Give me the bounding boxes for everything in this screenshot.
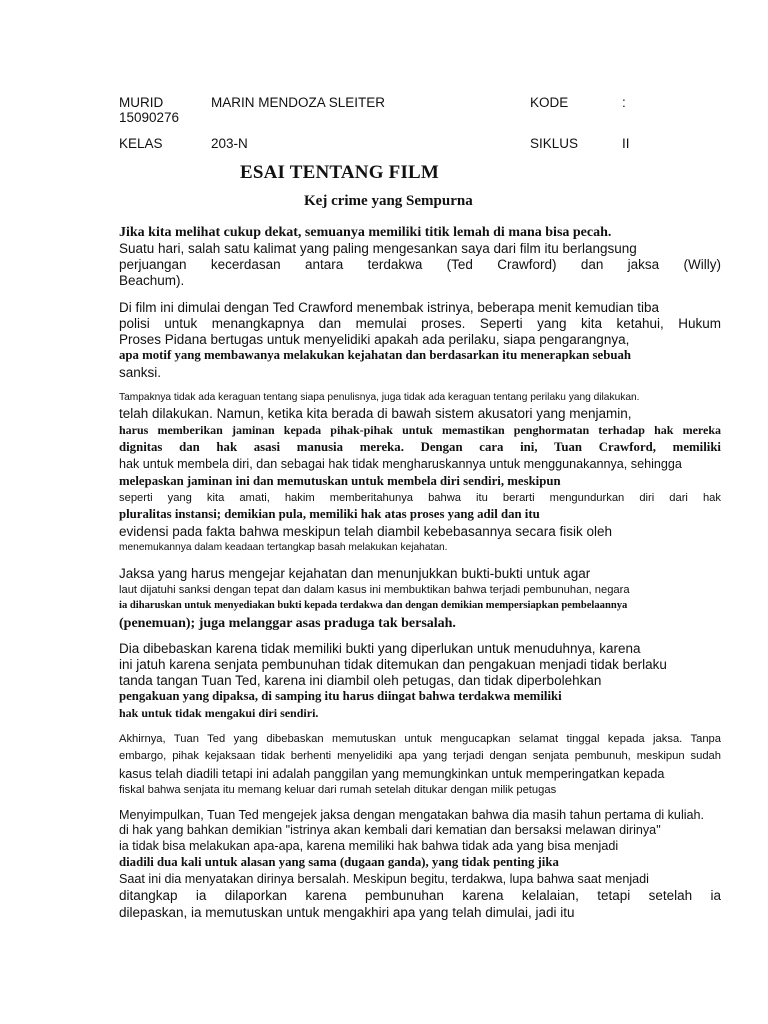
paragraph-1 bbox=[119, 225, 721, 289]
paragraph-line: hak untuk membela diri, dan sebagai hak tidak mengharuskannya untuk menggunakannya, sehingga bbox=[119, 457, 682, 471]
paragraph-line: ia tidak bisa melakukan apa-apa, karena memiliki hak bahwa tidak ada yang bisa menjadi bbox=[119, 839, 619, 853]
paragraph-line: fiskal bahwa senjata itu memang keluar dari rumah setelah ditukar dengan milik petugas bbox=[119, 784, 557, 796]
paragraph-3 bbox=[119, 391, 721, 554]
paragraph-line: di hak yang bahkan demikian "istrinya akan kembali dari kematian dan bersaksi melawan dirinya" bbox=[119, 823, 661, 837]
paragraph-line: seperti yang kita amati, hakim memberitahunya bahwa itu berarti mengundurkan diri dari hak bbox=[119, 492, 721, 504]
paragraph-5 bbox=[119, 641, 721, 721]
paragraph-line: laut dijatuhi sanksi dengan tepat dan dalam kasus ini membuktikan bahwa terjadi pembunuhan, negara bbox=[119, 584, 630, 596]
paragraph-2 bbox=[119, 300, 721, 381]
siklus-value: II bbox=[622, 136, 630, 151]
paragraph-line: Tampaknya tidak ada keraguan tentang siapa penulisnya, juga tidak ada keraguan tentang perilaku yang dilakukan. bbox=[119, 392, 640, 403]
kode-label: KODE bbox=[530, 95, 569, 110]
paragraph-7 bbox=[119, 808, 721, 921]
paragraph-line: Suatu hari, salah satu kalimat yang paling mengesankan saya dari film itu berlangsung bbox=[119, 241, 637, 256]
paragraph-line: ini jatuh karena senjata pembunuhan tidak ditemukan dan pengakuan menjadi tidak berlaku bbox=[119, 657, 667, 672]
paragraph-line: ditangkap ia dilaporkan karena pembunuhan karena kelalaian, tetapi setelah ia bbox=[119, 888, 721, 903]
document-subtitle: Kej crime yang Sempurna bbox=[304, 193, 473, 209]
paragraph-line: embargo, pihak kejaksaan tidak berhenti menyelidiki apa yang terjadi dengan senjata pembunuh, meskipun sudah bbox=[119, 750, 721, 762]
paragraph-line: pengakuan yang dipaksa, di samping itu harus diingat bahwa terdakwa memiliki bbox=[119, 689, 562, 703]
paragraph-line: diadili dua kali untuk alasan yang sama (dugaan ganda), yang tidak penting jika bbox=[119, 855, 559, 869]
paragraph-line: (penemuan); juga melanggar asas praduga tak bersalah. bbox=[119, 616, 456, 631]
paragraph-line: menemukannya dalam keadaan tertangkap basah melakukan kejahatan. bbox=[119, 542, 448, 553]
paragraph-line: tanda tangan Tuan Ted, karena ini diambil oleh petugas, dan tidak diperbolehkan bbox=[119, 673, 602, 688]
paragraph-4 bbox=[119, 566, 721, 632]
paragraph-line: harus memberikan jaminan kepada pihak-pihak untuk memastikan penghormatan terhadap hak mereka bbox=[119, 423, 721, 437]
paragraph-line: sanksi. bbox=[119, 365, 162, 380]
kelas-value: 203-N bbox=[211, 136, 248, 151]
paragraph-line: melepaskan jaminan ini dan memutuskan untuk membela diri sendiri, meskipun bbox=[119, 474, 561, 488]
paragraph-line: dilepaskan, ia memutuskan untuk mengakhiri apa yang telah dimulai, jadi itu bbox=[119, 905, 575, 920]
kode-colon: : bbox=[622, 95, 626, 110]
paragraph-line: ia diharuskan untuk menyediakan bukti kepada terdakwa dan dengan demikian mempersiapkan pembelaannya bbox=[119, 600, 628, 611]
paragraph-line: Di film ini dimulai dengan Ted Crawford menembak istrinya, beberapa menit kemudian tiba bbox=[119, 300, 660, 315]
document-title: ESAI TENTANG FILM bbox=[240, 162, 440, 183]
paragraph-line: dignitas dan hak asasi manusia mereka. Dengan cara ini, Tuan Crawford, memiliki bbox=[119, 440, 721, 454]
paragraph-line: Jaksa yang harus mengejar kejahatan dan menunjukkan bukti-bukti untuk agar bbox=[119, 566, 591, 581]
paragraph-line: hak untuk tidak mengakui diri sendiri. bbox=[119, 706, 319, 720]
paragraph-line: Dia dibebaskan karena tidak memiliki bukti yang diperlukan untuk menuduhnya, karena bbox=[119, 641, 641, 656]
paragraph-line: pluralitas instansi; demikian pula, memiliki hak atas proses yang adil dan itu bbox=[119, 507, 540, 521]
kelas-label: KELAS bbox=[119, 136, 163, 151]
paragraph-line: polisi untuk menangkapnya dan memulai proses. Seperti yang kita ketahui, Hukum bbox=[119, 316, 721, 331]
paragraph-6 bbox=[119, 732, 721, 797]
paragraph-line: Saat ini dia menyatakan dirinya bersalah. Meskipun begitu, terdakwa, lupa bahwa saat menjadi bbox=[119, 872, 649, 886]
paragraph-line: Menyimpulkan, Tuan Ted mengejek jaksa dengan mengatakan bahwa dia masih tahun pertama di kuliah. bbox=[119, 808, 705, 822]
paragraph-line: Beachum). bbox=[119, 273, 185, 288]
paragraph-line: kasus telah diadili tetapi ini adalah panggilan yang memungkinkan untuk memperingatkan kepada bbox=[119, 767, 665, 781]
kode-value: 15090276 bbox=[119, 110, 180, 125]
siklus-label: SIKLUS bbox=[530, 136, 579, 151]
paragraph-line: perjuangan kecerdasan antara terdakwa (Ted Crawford) dan jaksa (Willy) bbox=[119, 257, 721, 272]
paragraph-line: apa motif yang membawanya melakukan kejahatan dan berdasarkan itu menerapkan sebuah bbox=[119, 348, 631, 362]
paragraph-line: telah dilakukan. Namun, ketika kita berada di bawah sistem akusatori yang menjamin, bbox=[119, 406, 632, 421]
murid-value: MARIN MENDOZA SLEITER bbox=[211, 95, 386, 110]
paragraph-line: evidensi pada fakta bahwa meskipun telah diambil kebebasannya secara fisik oleh bbox=[119, 524, 613, 539]
paragraph-line: Akhirnya, Tuan Ted yang dibebaskan memutuskan untuk mengucapkan selamat tinggal kepada jaksa. Tanpa bbox=[119, 733, 721, 745]
paragraph-line: Jika kita melihat cukup dekat, semuanya memiliki titik lemah di mana bisa pecah. bbox=[119, 225, 612, 240]
paragraph-line: Proses Pidana bertugas untuk menyelidiki apakah ada perilaku, siapa pengarangnya, bbox=[119, 332, 630, 347]
murid-label: MURID bbox=[119, 95, 164, 110]
